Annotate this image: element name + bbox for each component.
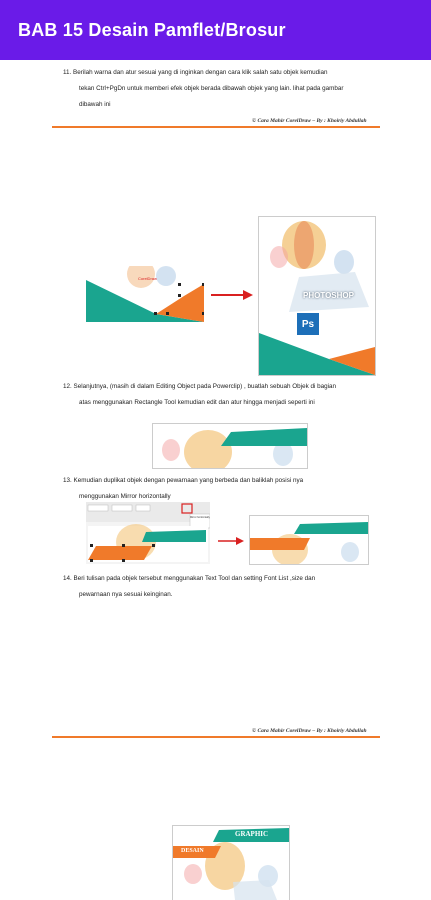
figure-step-11-after — [258, 216, 376, 376]
graphic-label: GRAPHIC — [235, 830, 269, 838]
step-11-line-1: 11. Berilah warna dan atur sesuai yang di inginkan dengan cara klik salah satu objek kemudian — [63, 69, 328, 76]
mirror-menu-label: Mirror horizontally — [190, 516, 210, 519]
page-footer-note: © Cara Mahir CorelDraw – By : Khoiriy Abdullah — [252, 118, 367, 124]
photoshop-icon: Ps — [297, 313, 319, 335]
step-12-line-2: atas menggunakan Rectangle Tool kemudian edit dan atur hingga menjadi seperti ini — [79, 399, 315, 406]
step-12-line-1: 12. Selanjutnya, (masih di dalam Editing Object pada Powerclip) , buatlah sebuah Objek di bagian — [63, 383, 337, 390]
app-bar — [0, 0, 431, 60]
figure-next-page — [172, 825, 290, 900]
step-13-line-1: 13. Kemudian duplikat objek dengan pewarnaan yang berbeda dan baliklah posisi nya — [63, 477, 304, 484]
step-14-line-1: 14. Beri tulisan pada objek tersebut menggunakan Text Tool dan setting Font List ,size dan — [63, 575, 316, 582]
page-footer-rule-2 — [52, 736, 380, 738]
figure-step-11-before — [86, 266, 204, 322]
figure-step-13-before — [86, 502, 210, 564]
red-arrow-icon — [216, 536, 244, 546]
photoshop-label: PHOTOSHOP — [303, 291, 354, 300]
figure-step-12 — [152, 423, 308, 469]
page-footer-rule — [52, 126, 380, 128]
document-viewer[interactable] — [0, 60, 431, 900]
red-arrow-icon — [209, 289, 253, 301]
svg-text:CorelDraw: CorelDraw — [138, 276, 157, 281]
figure-step-13-after — [249, 515, 369, 565]
step-13-line-2: menggunakan Mirror horizontally — [79, 493, 171, 500]
step-14-line-2: pewarnaan nya sesuai keinginan. — [79, 591, 173, 598]
design-label: DESAIN — [181, 848, 204, 854]
page-footer-note-2: © Cara Mahir CorelDraw – By : Khoiriy Abdullah — [252, 728, 367, 734]
app-bar-title: BAB 15 Desain Pamflet/Brosur — [18, 19, 286, 40]
step-11-line-3: dibawah ini — [79, 101, 111, 108]
step-11-line-2: tekan Ctrl+PgDn untuk memberi efek objek berada dibawah objek yang lain. lihat pada gambar — [79, 85, 344, 92]
